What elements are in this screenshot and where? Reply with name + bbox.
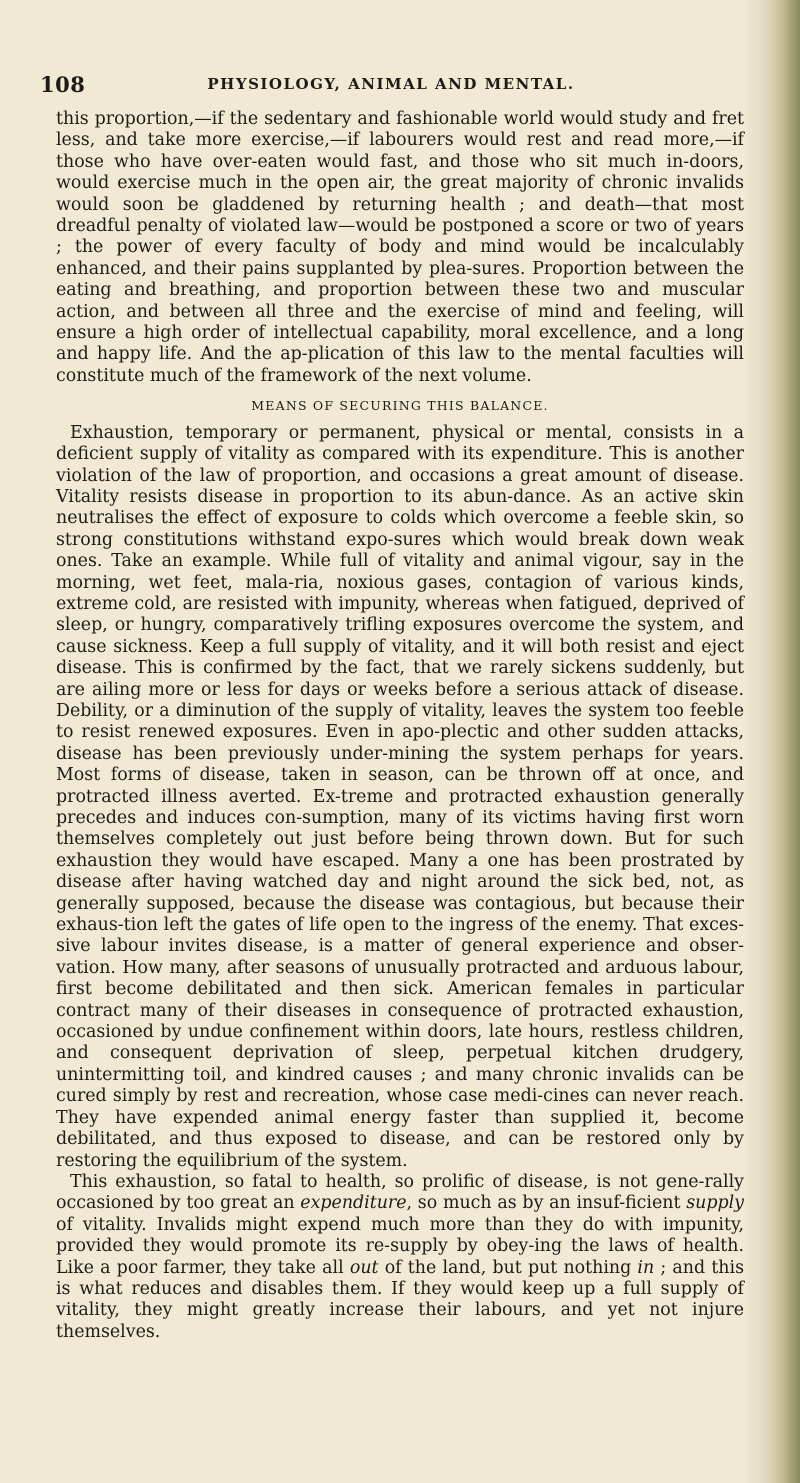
emphasis-supply: supply: [686, 1193, 745, 1214]
paragraph-3-text-c: of vitality. Invalids might expend much more than they do with impunity, provided they would promote its re-supply by obey-ing the laws of health. Like a poor farmer, they take all: [56, 1214, 744, 1278]
section-heading: MEANS OF SECURING THIS BALANCE.: [251, 398, 549, 414]
paragraph-3-text-b: , so much as by an insuf-ficient: [406, 1193, 687, 1214]
emphasis-out: out: [349, 1257, 379, 1278]
paragraph-3-text-a: This exhaustion, so fatal to health, so prolific of disease, is not gene-rally occasioned by too great an: [56, 1171, 744, 1214]
running-head: PHYSIOLOGY, ANIMAL AND MENTAL.: [207, 75, 575, 93]
paragraph-2: Exhaustion, temporary or permanent, physical or mental, consists in a deficient supply of vitality as compared with its expenditure. This is another violation of the law of proportion, and occasions a great amount of disease. Vitality resists disease in proportion to its abun-dance. As an active skin neutralises the effect of exposure to colds which overcome a feeble skin, so strong constitutions withstand expo-sures which would break down weak ones. Take an example. While full of vitality and animal vigour, say in the morning, wet feet, mala-ria, noxious gases, contagion of various kinds, extreme cold, are resisted with impunity, whereas when fatigued, deprived of sleep, or hungry, comparatively trifling exposures overcome the system, and cause sickness. Keep a full supply of vitality, and it will both resist and eject disease. This is confirmed by the fact, that we rarely sickens suddenly, but are ailing more or less for days or weeks before a serious attack of disease. Debility, or a diminution of the supply of vitality, leaves the system too feeble to resist renewed exposures. Even in apo-plectic and other sudden attacks, disease has been previously under-mining the system perhaps for years. Most forms of disease, taken in season, can be thrown off at once, and protracted illness averted. Ex-treme and protracted exhaustion generally precedes and induces con-sumption, many of its victims having first worn themselves completely out just before being thrown down. But for such exhaustion they would have escaped. Many a one has been prostrated by disease after having watched day and night around the sick bed, not, as generally supposed, because the disease was contagious, but because their exhaus-tion left the gates of life open to the ingress of the enemy. That exces-sive labour invites disease, is a matter of general experience and obser-vation. How many, after seasons of unusually protracted and arduous labour, first become debilitated and then sick. American females in particular contract many of their diseases in consequence of protracted exhaustion, occasioned by undue confinement within doors, late hours, restless children, and consequent deprivation of sleep, perpetual kitchen drudgery, unintermitting toil, and kindred causes ; and many chronic invalids can be cured simply by rest and recreation, whose case medi-cines can never reach. They have expended animal energy faster than supplied it, become debilitated, and thus exposed to disease, and can be restored only by restoring the equilibrium of the system.: [56, 422, 744, 1171]
body-text: [56, 109, 744, 1343]
paragraph-1: this proportion,—if the sedentary and fashionable world would study and fret less, and take more exercise,—if labourers would rest and read more,—if those who have over-eaten would fast, and those who sit much in-doors, would exercise much in the open air, the great majority of chronic invalids would soon be gladdened by returning health ; and death—that most dreadful penalty of violated law—would be postponed a score or two of years ; the power of every faculty of body and mind would be incalculably enhanced, and their pains supplanted by plea-sures. Proportion between the eating and breathing, and proportion between these two and muscular action, and between all three and the exercise of mind and feeling, will ensure a high order of intellectual capability, moral excellence, and a long and happy life. And the ap-plication of this law to the mental faculties will constitute much of the framework of the next volume.: [56, 109, 744, 386]
page-edge-shadow: [766, 0, 800, 1483]
page-header: [40, 72, 742, 104]
page-number: 108: [40, 72, 86, 97]
paragraph-3: [56, 1172, 744, 1343]
emphasis-in: in: [637, 1257, 655, 1278]
emphasis-expenditure: expenditure: [300, 1193, 407, 1214]
paragraph-3-text-e: ; and this is what reduces and disables them. If they would keep up a full supply of vitality, they might greatly increase their labours, and yet not injure themselves.: [56, 1257, 744, 1342]
paragraph-3-text-d: of the land, but put nothing: [378, 1257, 638, 1278]
